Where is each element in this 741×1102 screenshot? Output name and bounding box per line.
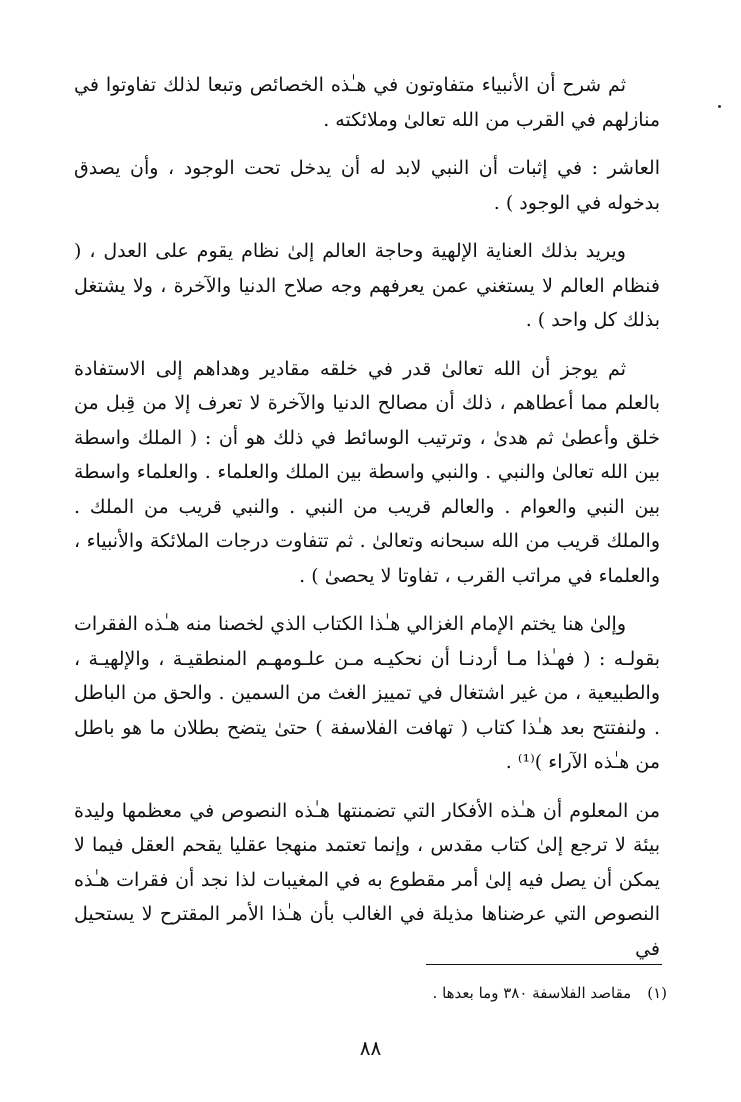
margin-dot — [718, 105, 721, 108]
footnote-number: (١) — [647, 984, 667, 1002]
paragraph-5: وإلىٰ هنا يختم الإمام الغزالي هـٰذا الكتاب الذي لخصنا منه هـٰذه الفقرات بقولـه : ( فهـٰذا مـا أردنـا أن نحكيـه مـن علـومهـم المنطقيـة ، والإلهيـة ، والطبيعية ، من غير اشتغال في تمييز الغث من السمين . والحق من الباطل . ولنفتتح بعد هـٰذا كتاب ( تهافت الفلاسفة ) حتىٰ يتضح بطلان ما هو باطل من هـٰذه الآراء )⁽¹⁾ . — [74, 613, 660, 773]
footnote — [433, 982, 667, 1004]
paragraph-6: من المعلوم أن هـٰذه الأفكار التي تضمنتها هـٰذه النصوص في معظمها وليدة بيئة لا ترجع إلىٰ كتاب مقدس ، وإنما تعتمد منهجا عقليا يقحم العقل فيما لا يمكن أن يصل فيه إلىٰ أمر مقطوع به في المغيبات لذا نجد أن فقرات هـٰذه النصوص التي عرضناها مذيلة في الغالب بأن هـٰذا الأمر المقترح لا يستحيل في — [74, 799, 660, 960]
paragraph-1: ثم شرح أن الأنبياء متفاوتون في هـٰذه الخصائص وتبعا لذلك تفاوتوا في منازلهم في القرب من الله تعالىٰ وملائكته . — [74, 74, 660, 131]
footnote-divider — [426, 964, 662, 965]
paragraph-4: ثم يوجز أن الله تعالىٰ قدر في خلقه مقادير وهداهم إلى الاستفادة بالعلم مما أعطاهم ، ذلك أن مصالح الدنيا والآخرة لا تعرف إلا من قِبل من خلق وأعطىٰ ثم هدىٰ ، وترتيب الوسائط في ذلك هو أن : ( الملك واسطة بين الله تعالىٰ والنبي . والنبي واسطة بين الملك والعلماء . والعلماء واسطة بين النبي والعوام . والعالم قريب من النبي . والنبي قريب من الملك . والملك قريب من الله سبحانه وتعالىٰ . ثم تتفاوت درجات الملائكة والأنبياء ، والعلماء في مراتب القرب ، تفاوتا لا يحصىٰ ) . — [74, 357, 660, 587]
page-number: ٨٨ — [359, 1036, 382, 1060]
paragraph-3: ويريد بذلك العناية الإلهية وحاجة العالم إلىٰ نظام يقوم على العدل ، ( فنظام العالم لا يستغني عمن يعرفهم وجه صلاح الدنيا والآخرة ، ولا يشتغل بذلك كل واحد ) . — [74, 240, 660, 331]
body-text — [74, 68, 660, 980]
paragraph-2: العاشر : في إثبات أن النبي لابد له أن يدخل تحت الوجود ، وأن يصدق بدخوله في الوجود ) . — [74, 157, 660, 214]
footnote-text: مقاصد الفلاسفة ٣٨٠ وما بعدها . — [432, 984, 632, 1002]
